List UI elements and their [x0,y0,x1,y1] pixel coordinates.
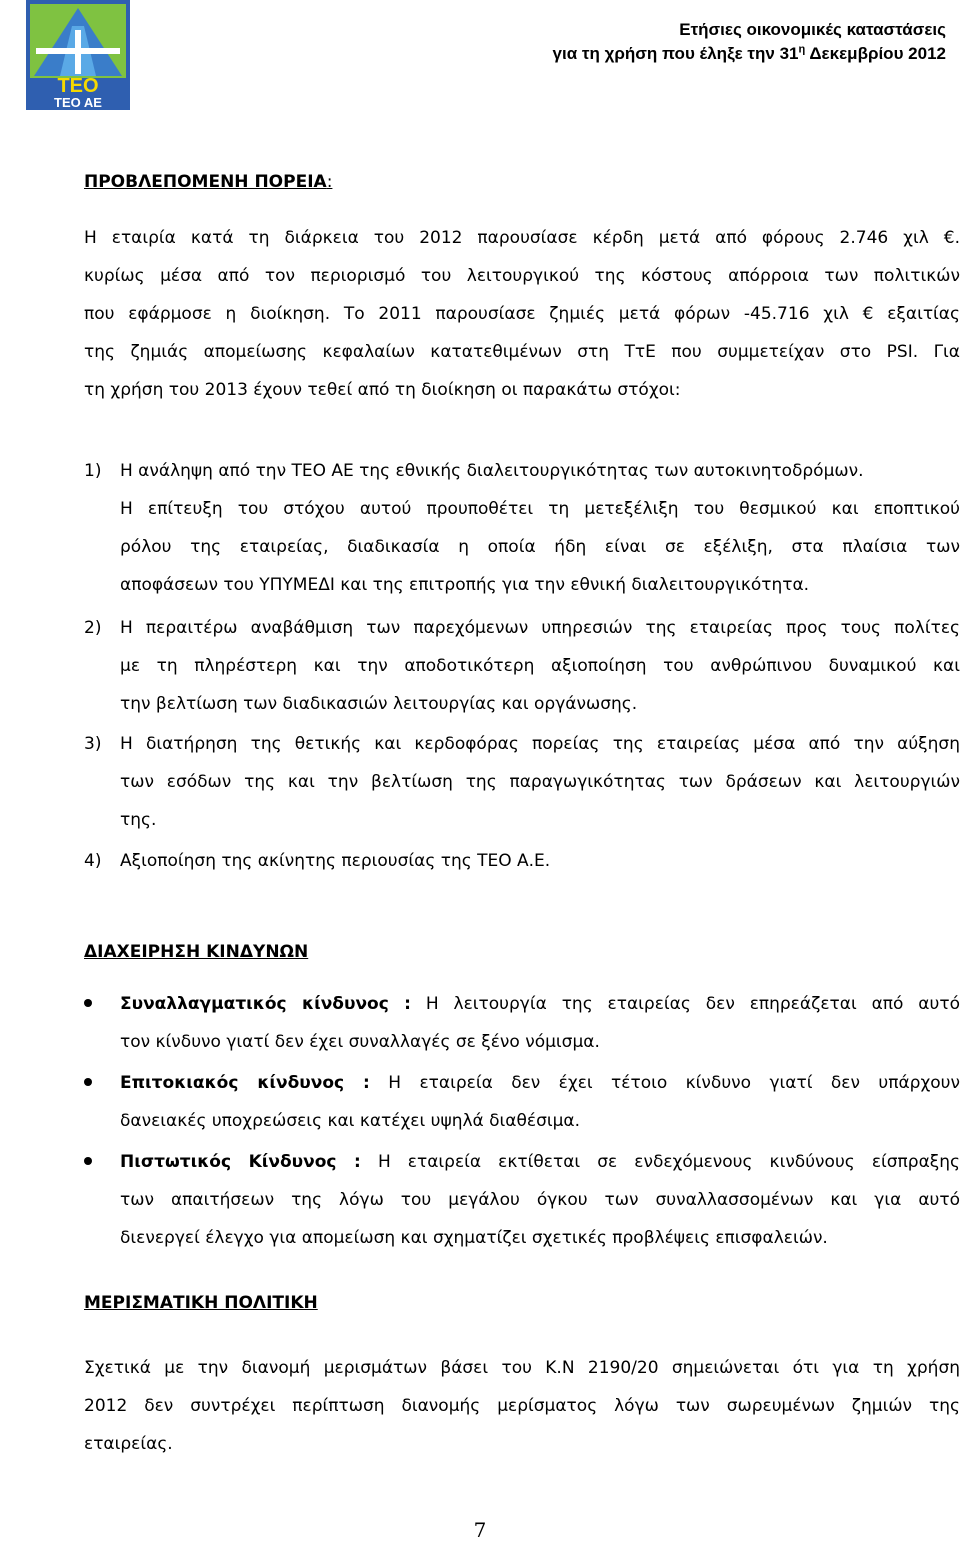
svg-text:ΤΕΟ ΑΕ: ΤΕΟ ΑΕ [54,95,102,110]
report-period: για τη χρήση που έληξε την $31^\eta$ Δεκεμβρίου 2012 [552,43,946,63]
bullet-icon [84,999,92,1007]
section-title-risks: ΔΙΑΧΕΙΡΗΣΗ ΚΙΝΔΥΝΩΝ [84,942,309,962]
dividend-text: Σχετικά με την διανομή μερισμάτων βάσει του Κ.Ν 2190/20 σημειώνεται ότι για τη χρήση 2012 δεν συντρέχει περίπτωση διανομής μερίσματος λόγω των σωρευμένων ζημιών της εταιρείας. [84,1358,960,1454]
svg-text:ΤΕΟ: ΤΕΟ [57,75,99,97]
bullet-icon [84,1078,92,1086]
section-title-course: ΠΡΟΒΛΕΠΟΜΕΝΗ ΠΟΡΕΙΑ: [84,172,333,192]
section-title-dividend: ΜΕΡΙΣΜΑΤΙΚΗ ΠΟΛΙΤΙΚΗ [84,1293,318,1313]
report-header [553,18,946,66]
teo-logo [26,0,130,110]
report-title: Ετήσιες οικονομικές καταστάσεις [679,20,946,39]
course-intro: Η εταιρία κατά τη διάρκεια του 2012 παρουσίασε κέρδη μετά από φόρους 2.746 χιλ €. κυρίως μέσα από τον περιορισμό του λειτουργικού της κόστους απόρροια των πολιτικών που εφάρμοσε η διοίκηση. Το 2011 παρουσίασε ζημιές μετά φόρων -45.716 χιλ € εξαιτίας της ζημιάς απομείωσης κεφαλαίων κατατεθιμένων στη ΤτΕ που συμμετείχαν στο PSI. Για τη χρήση του 2013 έχουν τεθεί από τη διοίκηση οι παρακάτω στόχοι: [84,228,960,400]
page-number: 7 [473,1518,487,1542]
bullet-icon [84,1157,92,1165]
